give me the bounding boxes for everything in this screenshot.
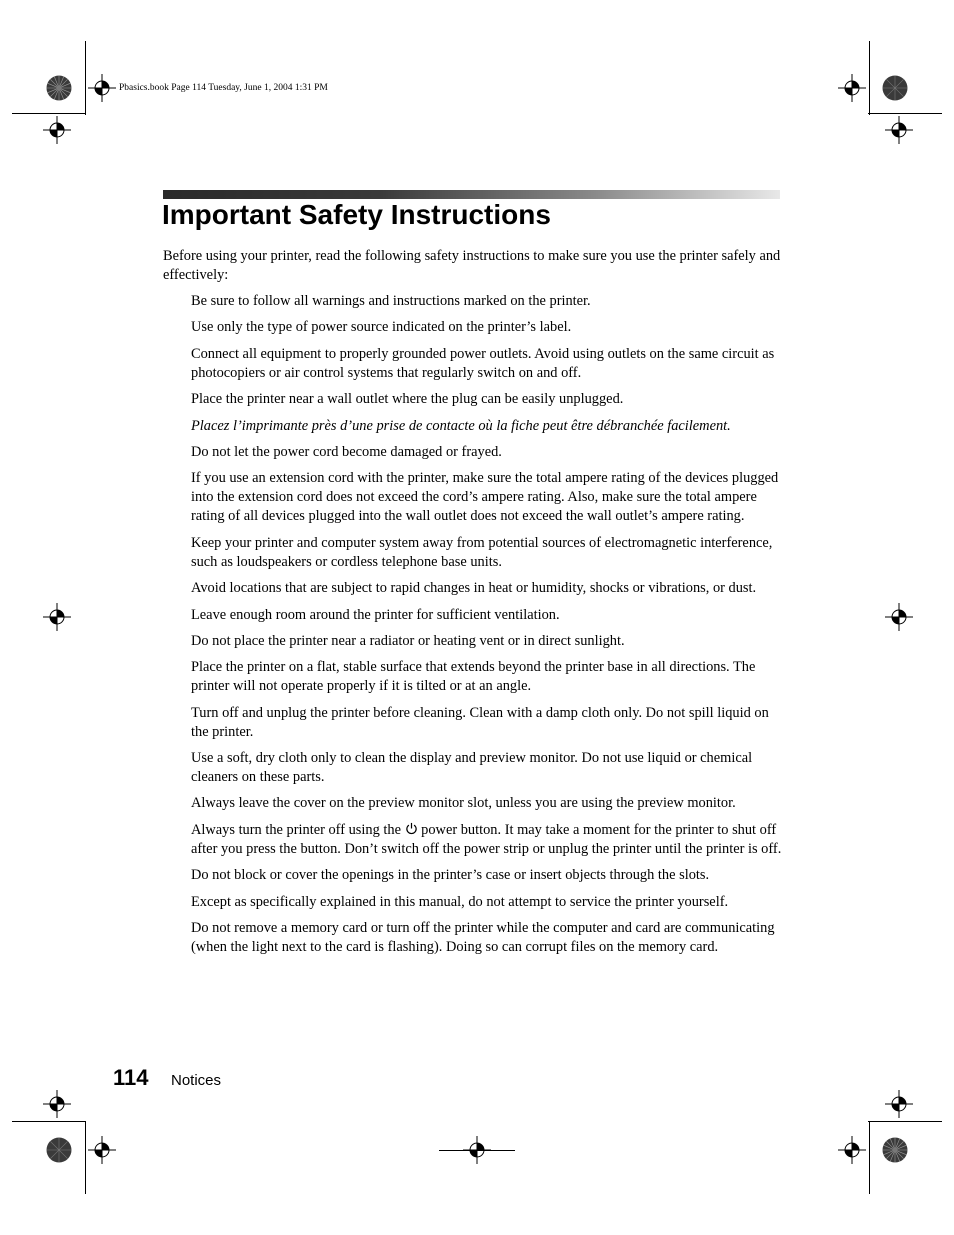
instruction-item: Turn off and unplug the printer before cleaning. Clean with a damp cloth only. Do not spill liquid on the printer. bbox=[191, 704, 769, 740]
starburst-mark-icon bbox=[882, 75, 908, 101]
crop-line bbox=[869, 1121, 870, 1194]
power-icon bbox=[405, 822, 418, 835]
starburst-mark-icon bbox=[46, 75, 72, 101]
section-name: Notices bbox=[171, 1072, 222, 1089]
instruction-item: Except as specifically explained in this manual, do not attempt to service the printer yourself. bbox=[191, 893, 729, 910]
title-rule-bar bbox=[163, 190, 780, 199]
crop-line bbox=[868, 1121, 942, 1122]
instruction-item: Use a soft, dry cloth only to clean the display and preview monitor. Do not use liquid or chemical cleaners on these parts. bbox=[191, 750, 753, 786]
crop-line bbox=[12, 1121, 86, 1122]
crop-line bbox=[85, 1121, 86, 1194]
safety-instruction-list bbox=[191, 292, 783, 964]
crop-line bbox=[869, 41, 870, 115]
crop-line bbox=[12, 113, 86, 114]
instruction-item: Do not place the printer near a radiator or heating vent or in direct sunlight. bbox=[191, 632, 625, 649]
instruction-item: Do not block or cover the openings in the printer’s case or insert objects through the slots. bbox=[191, 867, 710, 884]
instruction-item: Do not let the power cord become damaged or frayed. bbox=[191, 443, 502, 460]
page-title: Important Safety Instructions bbox=[162, 199, 551, 230]
page-number: 114 bbox=[113, 1065, 149, 1090]
instruction-item: Always leave the cover on the preview monitor slot, unless you are using the preview monitor. bbox=[191, 795, 736, 812]
crop-line bbox=[868, 113, 942, 114]
crop-line bbox=[85, 41, 86, 115]
registration-target-icon bbox=[88, 74, 116, 102]
registration-target-icon bbox=[43, 603, 71, 631]
instruction-item: If you use an extension cord with the printer, make sure the total ampere rating of the devices plugged into the extension cord does not exceed the cord’s ampere rating. Also, make sure the total ampere rating of all devices plugged into the wall outlet does not exceed the wall outlet’s ampere rating. bbox=[191, 470, 779, 525]
instruction-item: Connect all equipment to properly grounded power outlets. Avoid using outlets on the same circuit as photocopiers or air control systems that regularly switch on and off. bbox=[191, 345, 775, 381]
registration-target-icon bbox=[885, 603, 913, 631]
instruction-item-french: Placez l’imprimante près d’une prise de contacte où la fiche peut être débranchée facilement. bbox=[191, 417, 731, 434]
registration-target-icon bbox=[885, 1090, 913, 1118]
registration-target-icon bbox=[88, 1136, 116, 1164]
power-item-text: Always turn the printer off using the bbox=[191, 821, 405, 838]
instruction-item-power bbox=[191, 821, 783, 859]
registration-target-icon bbox=[838, 74, 866, 102]
instruction-item: Be sure to follow all warnings and instructions marked on the printer. bbox=[191, 293, 591, 309]
power-item-text: power button. It may take a moment for the printer to shut off after you press the button. Don’t switch off the power strip or unplug the printer until the printer is off. bbox=[191, 821, 782, 857]
crop-line bbox=[439, 1150, 515, 1151]
instruction-item: Place the printer near a wall outlet where the plug can be easily unplugged. bbox=[191, 391, 624, 408]
instruction-item: Use only the type of power source indicated on the printer’s label. bbox=[191, 319, 572, 336]
instruction-item: Keep your printer and computer system away from potential sources of electromagnetic interference, such as loudspeakers or cordless telephone base units. bbox=[191, 534, 773, 570]
instruction-item: Place the printer on a flat, stable surface that extends beyond the printer base in all directions. The printer will not operate properly if it is tilted or at an angle. bbox=[191, 659, 756, 695]
instruction-item: Avoid locations that are subject to rapid changes in heat or humidity, shocks or vibrations, or dust. bbox=[191, 580, 757, 597]
instruction-item: Do not remove a memory card or turn off the printer while the computer and card are communicating (when the light next to the card is flashing). Doing so can corrupt files on the memory card. bbox=[191, 920, 775, 956]
starburst-mark-icon bbox=[46, 1137, 72, 1163]
registration-target-icon bbox=[43, 1090, 71, 1118]
book-info-header: Pbasics.book Page 114 Tuesday, June 1, 2004 1:31 PM bbox=[119, 83, 328, 93]
starburst-mark-icon bbox=[882, 1137, 908, 1163]
registration-target-icon bbox=[43, 116, 71, 144]
registration-target-icon bbox=[838, 1136, 866, 1164]
intro-paragraph: Before using your printer, read the following safety instructions to make sure you use the printer safely and effectively: bbox=[163, 248, 781, 283]
instruction-item: Leave enough room around the printer for sufficient ventilation. bbox=[191, 606, 560, 623]
registration-target-icon bbox=[885, 116, 913, 144]
